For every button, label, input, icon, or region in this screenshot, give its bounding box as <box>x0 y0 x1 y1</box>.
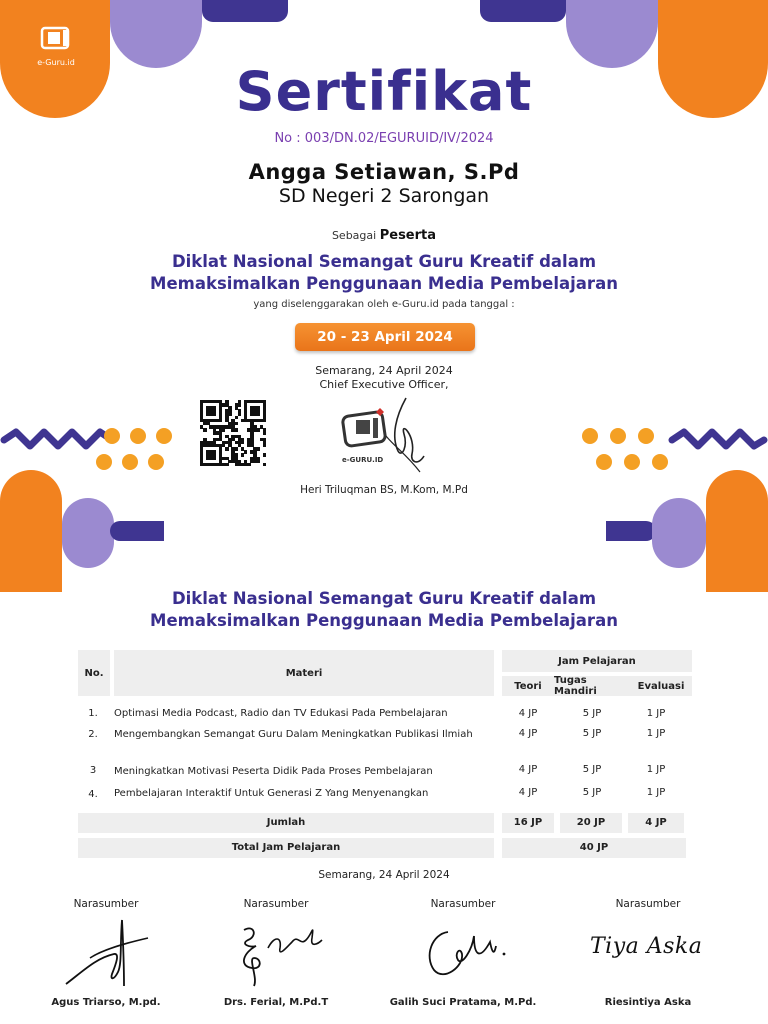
qr-module <box>263 419 266 422</box>
row-1-teori: 4 JP <box>518 708 538 719</box>
program-title-line1: Diklat Nasional Semangat Guru Kreatif dalam <box>171 589 597 608</box>
decor-dot <box>582 428 598 444</box>
shape-mid-left-orange <box>0 470 62 592</box>
jumlah-evaluasi: 4 JP <box>628 813 684 833</box>
header-evaluasi: Evaluasi <box>630 676 692 696</box>
row-1-tugas: 5 JP <box>582 708 602 719</box>
row-4-materi: Pembelajaran Interaktif Untuk Generasi Z Yang Menyenangkan <box>114 788 429 799</box>
speaker-3-label: Narasumber <box>430 898 496 910</box>
shape-mid-right-purple <box>652 498 706 568</box>
qr-module <box>222 428 225 431</box>
decor-dot <box>156 428 172 444</box>
qr-module <box>213 457 216 460</box>
qr-module <box>257 447 260 450</box>
qr-module <box>238 413 241 416</box>
qr-module <box>263 431 266 434</box>
bar-mid-left <box>110 521 164 541</box>
certificate-title: Sertifikat <box>235 60 533 123</box>
qr-module <box>263 463 266 466</box>
row-3-no: 3 <box>89 765 97 776</box>
row-3-tugas: 5 JP <box>582 764 602 775</box>
qr-module <box>213 413 216 416</box>
qr-module <box>238 403 241 406</box>
qr-module <box>219 419 222 422</box>
row-3-materi: Meningkatkan Motivasi Peserta Didik Pada Proses Pembelajaran <box>114 766 433 777</box>
jumlah-label: Jumlah <box>78 813 494 833</box>
organized-text: yang diselenggarakan oleh e-Guru.id pada tanggal : <box>253 299 515 310</box>
qr-module <box>241 441 244 444</box>
decor-dot <box>638 428 654 444</box>
row-2-evaluasi: 1 JP <box>646 728 666 739</box>
decor-dot <box>122 454 138 470</box>
company-stamp <box>336 396 426 476</box>
decor-dot <box>96 454 112 470</box>
row-1-no: 1. <box>88 708 98 719</box>
role-line <box>0 228 768 243</box>
qr-module <box>235 416 238 419</box>
recipient-name: Angga Setiawan, S.Pd <box>248 160 520 184</box>
speaker-3-signature <box>418 916 518 986</box>
logo-label: e-Guru.id <box>37 58 75 67</box>
speaker-2-name: Drs. Ferial, M.Pd.T <box>223 997 329 1008</box>
role-value: Peserta <box>379 228 437 243</box>
program-title-line2: Memaksimalkan Penggunaan Media Pembelajaran <box>150 611 618 630</box>
speaker-2-signature <box>228 918 328 990</box>
certificate-number: No : 003/DN.02/EGURUID/IV/2024 <box>274 131 494 146</box>
total-value: 40 JP <box>502 838 686 858</box>
row-2-tugas: 5 JP <box>582 728 602 739</box>
event-title <box>0 251 768 295</box>
ceo-name: Heri Triluqman BS, M.Kom, M.Pd <box>300 484 468 496</box>
qr-module <box>225 447 228 450</box>
bar-shape-top-left <box>202 0 288 22</box>
qr-module <box>257 460 260 463</box>
speaker-4-name: Riesintiya Aska <box>604 997 692 1008</box>
wave-decoration-right <box>668 428 768 452</box>
shape-mid-left-purple <box>62 498 114 568</box>
qr-module <box>203 428 206 431</box>
decor-dot <box>624 454 640 470</box>
bar-mid-right <box>606 521 656 541</box>
header-tugas-mandiri: Tugas Mandiri <box>554 676 630 696</box>
speaker-1-signature <box>62 914 152 990</box>
row-2-materi: Mengembangkan Semangat Guru Dalam Meningkatkan Publikasi Ilmiah <box>114 729 473 740</box>
bar-shape-top-right <box>480 0 566 22</box>
header-jam-pelajaran: Jam Pelajaran <box>502 650 692 672</box>
speaker-2-label: Narasumber <box>243 898 309 910</box>
qr-module <box>244 450 247 453</box>
wave-decoration-left <box>0 428 116 452</box>
stamp-text: e-GURU.ID <box>342 456 384 464</box>
speaker-1-label: Narasumber <box>73 898 139 910</box>
row-4-tugas: 5 JP <box>582 787 602 798</box>
qr-module <box>235 428 238 431</box>
qr-module <box>263 444 266 447</box>
stamp-signature-graphic <box>336 396 426 476</box>
role-prefix: Sebagai <box>331 229 377 242</box>
decor-dot <box>104 428 120 444</box>
qr-module <box>241 453 244 456</box>
speaker-4-label: Narasumber <box>615 898 681 910</box>
speaker-4-signature: Tiya Aska <box>590 934 703 959</box>
total-label: Total Jam Pelajaran <box>78 838 494 858</box>
circle-shape-top-right <box>566 0 658 68</box>
decor-dot <box>148 454 164 470</box>
decor-dot <box>652 454 668 470</box>
header-teori: Teori <box>502 676 554 696</box>
row-4-teori: 4 JP <box>518 787 538 798</box>
row-4-no: 4. <box>88 789 98 800</box>
qr-code <box>200 400 266 466</box>
row-2-no: 2. <box>88 729 98 740</box>
qr-module <box>235 422 238 425</box>
dots-decoration-left <box>100 428 180 472</box>
program-title <box>0 588 768 632</box>
decor-dot <box>610 428 626 444</box>
row-3-teori: 4 JP <box>518 764 538 775</box>
header-no: No. <box>78 650 110 696</box>
qr-module <box>247 463 250 466</box>
circle-shape-top-left <box>110 0 202 68</box>
decor-dot <box>130 428 146 444</box>
event-title-line1: Diklat Nasional Semangat Guru Kreatif dalam <box>171 252 597 271</box>
qr-module <box>257 428 260 431</box>
jumlah-tugas: 20 JP <box>560 813 622 833</box>
event-date-badge: 20 - 23 April 2024 <box>295 323 475 351</box>
row-1-evaluasi: 1 JP <box>646 708 666 719</box>
book-icon <box>39 24 73 52</box>
row-4-evaluasi: 1 JP <box>646 787 666 798</box>
qr-module <box>257 413 260 416</box>
ceo-position: Chief Executive Officer, <box>319 378 449 391</box>
header-materi: Materi <box>114 650 494 696</box>
row-2-teori: 4 JP <box>518 728 538 739</box>
dots-decoration-right <box>582 428 662 472</box>
recipient-school: SD Negeri 2 Sarongan <box>278 185 490 207</box>
qr-module <box>235 447 238 450</box>
row-3-evaluasi: 1 JP <box>646 764 666 775</box>
qr-module <box>263 453 266 456</box>
decor-dot <box>596 454 612 470</box>
speaker-3-name: Galih Suci Pratama, M.Pd. <box>389 997 537 1008</box>
event-title-line2: Memaksimalkan Penggunaan Media Pembelajaran <box>150 274 618 293</box>
row-1-materi: Optimasi Media Podcast, Radio dan TV Edukasi Pada Pembelajaran <box>114 708 448 719</box>
jumlah-teori: 16 JP <box>502 813 554 833</box>
qr-module <box>228 413 231 416</box>
table-place-date: Semarang, 24 April 2024 <box>318 869 450 881</box>
place-date: Semarang, 24 April 2024 <box>315 364 453 377</box>
shape-mid-right-orange <box>706 470 768 592</box>
speaker-1-name: Agus Triarso, M.pd. <box>51 997 161 1008</box>
qr-module <box>225 463 228 466</box>
